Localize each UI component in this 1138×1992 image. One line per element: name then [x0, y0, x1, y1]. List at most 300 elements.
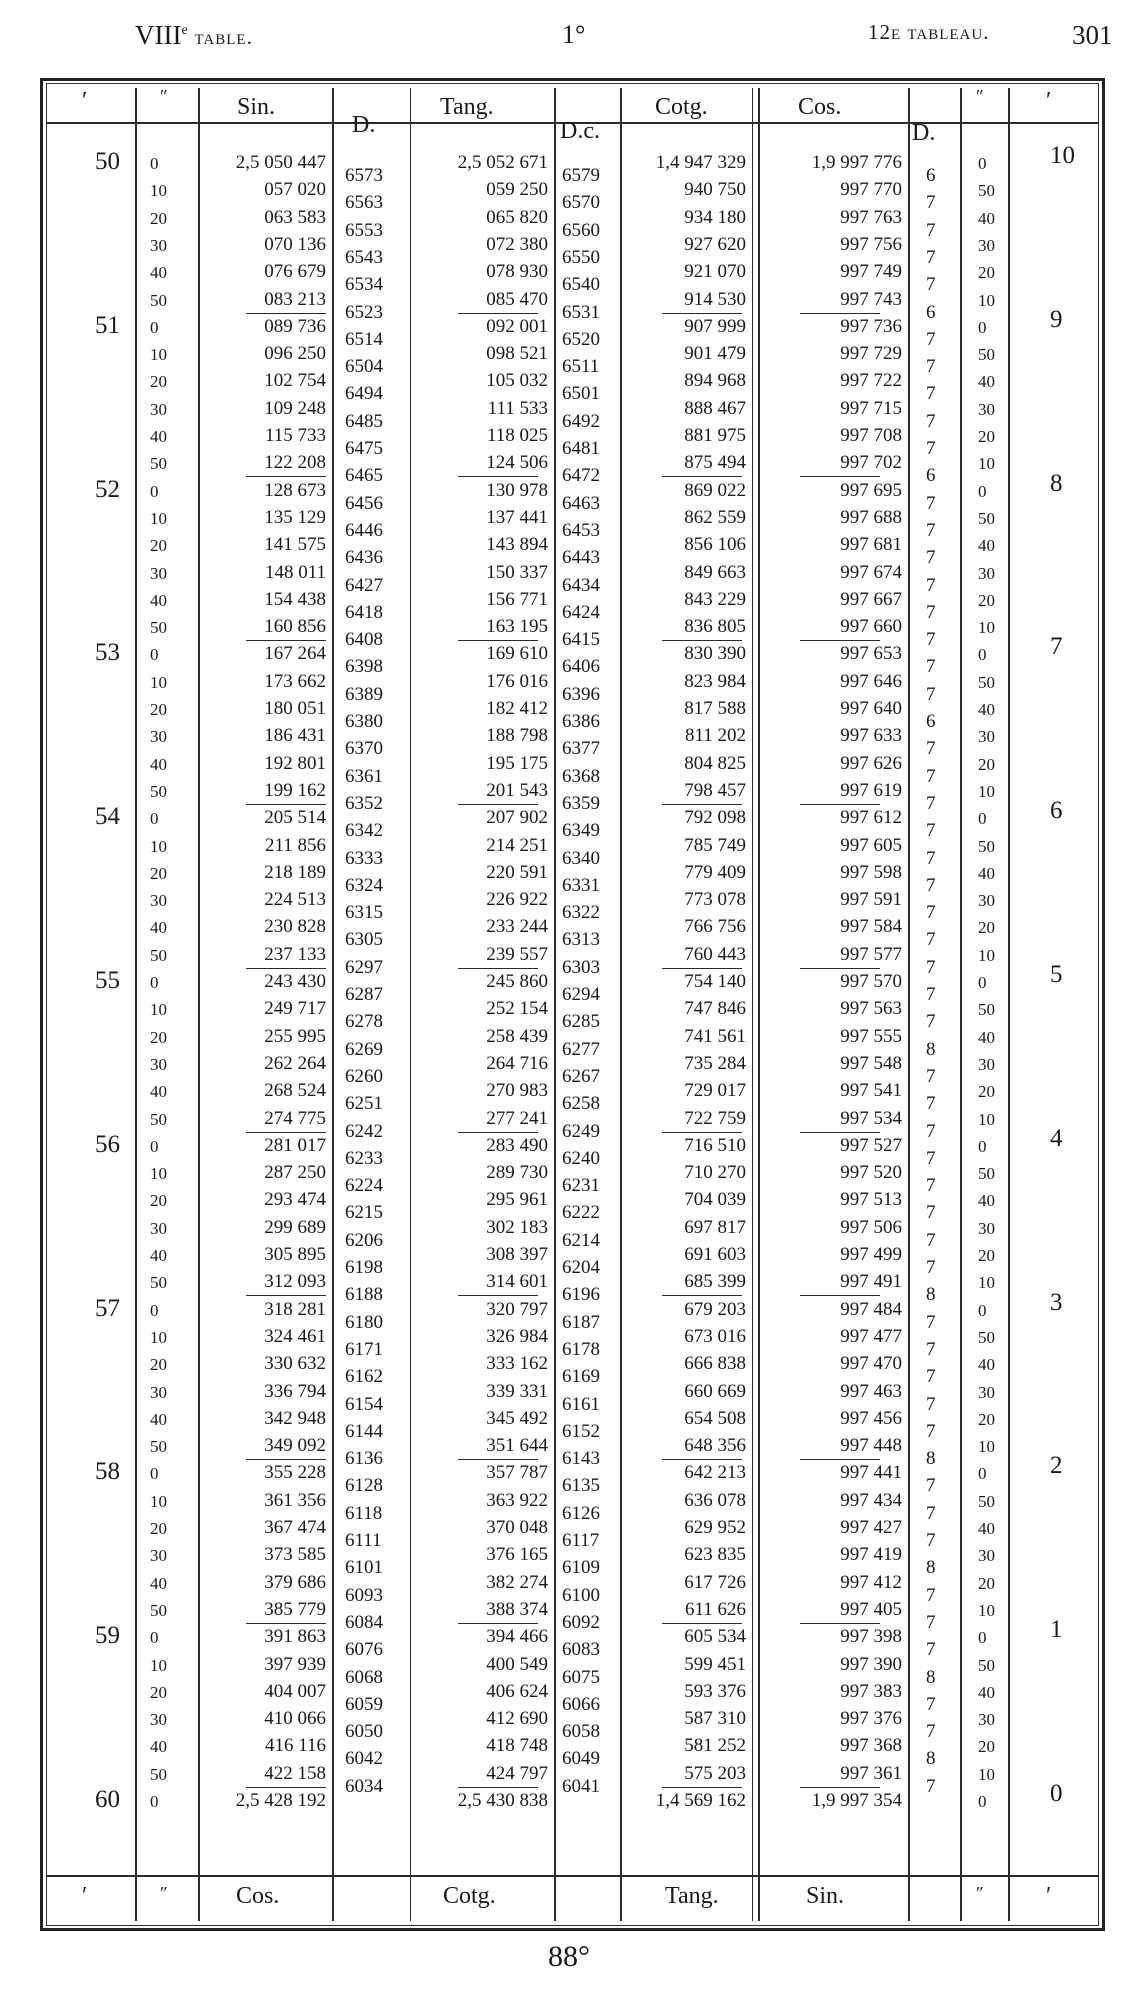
- cos-value: 997 368: [840, 1735, 902, 1757]
- cotg-value: 792 098: [684, 807, 746, 829]
- sin-value: 122 208: [264, 452, 326, 474]
- cotg-value: 804 825: [684, 752, 746, 774]
- tang-value: 220 591: [486, 861, 548, 883]
- tang-value: 376 165: [486, 1544, 548, 1566]
- d-tang-value: 6041: [562, 1775, 600, 1797]
- d-cos-value: 7: [926, 929, 936, 951]
- sin-value: 199 162: [264, 779, 326, 801]
- cotg-group-rule: [662, 1459, 742, 1460]
- d-sin-value: 6523: [345, 301, 383, 323]
- cotg-group-rule: [662, 476, 742, 477]
- cotg-group-rule: [662, 313, 742, 314]
- minute-left: 54: [95, 803, 120, 831]
- tang-value: 092 001: [486, 315, 548, 337]
- d-cos-value: 7: [926, 356, 936, 378]
- sin-value: 404 007: [264, 1680, 326, 1702]
- footer-minutes: ′: [82, 1883, 88, 1909]
- tang-value: 156 771: [486, 588, 548, 610]
- seconds-right: 0: [978, 809, 987, 829]
- seconds-left: 0: [150, 645, 159, 665]
- cotg-value: 679 203: [684, 1298, 746, 1320]
- cos-value: 997 619: [840, 779, 902, 801]
- tang-value: 059 250: [486, 179, 548, 201]
- d-tang-value: 6277: [562, 1038, 600, 1060]
- tang-value: 339 331: [486, 1380, 548, 1402]
- cos-value: 997 708: [840, 425, 902, 446]
- seconds-right: 0: [978, 481, 987, 501]
- tang-value: 150 337: [486, 561, 548, 583]
- sin-value: 2,5 050 447: [235, 152, 326, 173]
- d-tang-value: 6481: [562, 438, 600, 459]
- tang-group-rule: [458, 1295, 538, 1296]
- seconds-right: 0: [978, 1628, 987, 1648]
- d-sin-value: 6198: [345, 1257, 383, 1278]
- cos-value: 997 577: [840, 943, 902, 965]
- cos-value: 997 441: [840, 1462, 902, 1484]
- sin-value: 205 514: [264, 807, 326, 829]
- seconds-left: 40: [150, 427, 167, 446]
- d-tang-value: 6396: [562, 683, 600, 705]
- seconds-right: 0: [978, 154, 987, 173]
- cotg-value: 611 626: [684, 1598, 746, 1620]
- tang-value: 207 902: [486, 807, 548, 829]
- minute-right: 3: [1050, 1288, 1063, 1316]
- d-sin-value: 6128: [345, 1475, 383, 1497]
- d-cos-value: 7: [926, 328, 936, 350]
- tang-value: 130 978: [486, 479, 548, 501]
- seconds-left: 20: [150, 1682, 167, 1702]
- d-sin-value: 6269: [345, 1038, 383, 1060]
- seconds-left: 30: [150, 727, 167, 747]
- d-tang-value: 6231: [562, 1175, 600, 1197]
- tang-value: 424 797: [486, 1762, 548, 1784]
- cos-value: 997 427: [840, 1517, 902, 1538]
- d-tang-value: 6406: [562, 656, 600, 678]
- d-cos-value: 7: [926, 1065, 936, 1087]
- tang-value: 363 922: [486, 1489, 548, 1511]
- footer-tang: Tang.: [665, 1883, 719, 1909]
- sin-value: 361 356: [264, 1489, 326, 1511]
- d-tang-value: 6109: [562, 1557, 600, 1579]
- cos-value: 997 640: [840, 698, 902, 719]
- cotg-value: 817 588: [684, 698, 746, 719]
- cotg-group-rule: [662, 1295, 742, 1296]
- d-cos-value: 6: [926, 301, 936, 323]
- d-cos-value: 7: [926, 1175, 936, 1197]
- sin-value: 287 250: [264, 1162, 326, 1184]
- seconds-left: 50: [150, 290, 167, 310]
- d-tang-value: 6424: [562, 601, 600, 623]
- table-word: table.: [194, 25, 253, 49]
- d-sin-value: 6297: [345, 956, 383, 978]
- sin-value: 070 136: [264, 233, 326, 255]
- cos-value: 997 390: [840, 1653, 902, 1675]
- d-sin-value: 6260: [345, 1065, 383, 1087]
- d-sin-value: 6436: [345, 547, 383, 569]
- d-cos-value: 7: [926, 246, 936, 268]
- sin-value: 355 228: [264, 1462, 326, 1484]
- tang-value: 188 798: [486, 725, 548, 747]
- seconds-right: 30: [978, 1218, 995, 1238]
- tang-value: 400 549: [486, 1653, 548, 1675]
- d-tang-value: 6083: [562, 1639, 600, 1661]
- d-tang-value: 6453: [562, 519, 600, 541]
- seconds-right: 10: [978, 1437, 995, 1457]
- tang-value: 245 860: [486, 971, 548, 992]
- minute-left: 52: [95, 475, 120, 503]
- degree-heading: 1°: [562, 20, 586, 49]
- seconds-right: 40: [978, 1682, 995, 1702]
- d-cos-value: 7: [926, 765, 936, 787]
- sin-value: 2,5 428 192: [235, 1790, 326, 1811]
- seconds-right: 10: [978, 1109, 995, 1129]
- footer-cos: Cos.: [236, 1883, 280, 1909]
- d-tang-value: 6075: [562, 1666, 600, 1688]
- d-cos-value: 7: [926, 874, 936, 896]
- tang-value: 2,5 052 671: [457, 152, 548, 173]
- tang-value: 302 183: [486, 1216, 548, 1238]
- sin-value: 318 281: [264, 1298, 326, 1320]
- cos-value: 997 681: [840, 534, 902, 556]
- cos-value: 997 674: [840, 561, 902, 583]
- cotg-value: 760 443: [684, 943, 746, 965]
- d-tang-value: 6204: [562, 1257, 600, 1278]
- tang-value: 085 470: [486, 288, 548, 310]
- d-sin-value: 6305: [345, 929, 383, 951]
- table-label: [135, 20, 253, 51]
- minute-right: 9: [1050, 305, 1063, 333]
- d-tang-value: 6550: [562, 246, 600, 268]
- cotg-value: 888 467: [684, 397, 746, 419]
- header-seconds-right: ″: [976, 86, 984, 106]
- d-cos-value: 7: [926, 1366, 936, 1388]
- cos-value: 997 555: [840, 1025, 902, 1047]
- cotg-value: 907 999: [684, 315, 746, 337]
- tang-value: 388 374: [486, 1598, 548, 1620]
- tang-value: 270 983: [486, 1080, 548, 1102]
- tang-value: 182 412: [486, 698, 548, 719]
- cos-group-rule: [800, 968, 880, 969]
- seconds-right: 20: [978, 1246, 995, 1265]
- d-cos-value: 7: [926, 1611, 936, 1633]
- cos-value: 997 688: [840, 506, 902, 528]
- sin-group-rule: [246, 1132, 326, 1133]
- d-tang-value: 6214: [562, 1229, 600, 1251]
- tang-value: 295 961: [486, 1189, 548, 1211]
- sin-value: 385 779: [264, 1598, 326, 1620]
- seconds-right: 20: [978, 918, 995, 938]
- seconds-right: 40: [978, 536, 995, 556]
- tang-value: 111 533: [487, 397, 548, 419]
- sin-group-rule: [246, 1787, 326, 1788]
- d-cos-value: 8: [926, 1448, 936, 1470]
- seconds-left: 10: [150, 508, 167, 528]
- tang-value: 370 048: [486, 1517, 548, 1538]
- seconds-right: 50: [978, 345, 995, 365]
- d-tang-value: 6472: [562, 465, 600, 487]
- d-sin-value: 6514: [345, 328, 383, 350]
- d-cos-value: 8: [926, 1557, 936, 1579]
- d-tang-value: 6222: [562, 1202, 600, 1224]
- header-seconds: ″: [160, 86, 168, 106]
- sin-group-rule: [246, 313, 326, 314]
- d-sin-value: 6093: [345, 1584, 383, 1606]
- d-cos-value: 7: [926, 519, 936, 541]
- seconds-left: 0: [150, 154, 159, 173]
- d-tang-value: 6240: [562, 1147, 600, 1169]
- tang-value: 163 195: [486, 616, 548, 638]
- seconds-left: 40: [150, 754, 167, 774]
- cos-value: 997 763: [840, 206, 902, 228]
- d-tang-value: 6258: [562, 1093, 600, 1115]
- cotg-value: 823 984: [684, 670, 746, 692]
- seconds-left: 0: [150, 1136, 159, 1156]
- d-sin-value: 6553: [345, 219, 383, 241]
- cotg-value: 685 399: [684, 1271, 746, 1293]
- seconds-left: 50: [150, 1764, 167, 1784]
- d-cos-value: 7: [926, 1420, 936, 1442]
- tang-value: 233 244: [486, 916, 548, 938]
- cotg-value: 741 561: [684, 1025, 746, 1047]
- tableau-label: 12e tableau.: [868, 20, 990, 44]
- seconds-left: 20: [150, 372, 167, 392]
- d-tang-value: 6359: [562, 792, 600, 814]
- seconds-left: 40: [150, 263, 167, 283]
- cos-value: 997 570: [840, 971, 902, 992]
- seconds-left: 0: [150, 809, 159, 829]
- d-tang-value: 6169: [562, 1366, 600, 1388]
- seconds-right: 10: [978, 1273, 995, 1293]
- cotg-value: 704 039: [684, 1189, 746, 1211]
- cos-value: 997 736: [840, 315, 902, 337]
- seconds-right: 10: [978, 1764, 995, 1784]
- seconds-left: 10: [150, 181, 167, 201]
- seconds-right: 20: [978, 1737, 995, 1757]
- cos-value: 997 749: [840, 261, 902, 283]
- d-tang-value: 6443: [562, 547, 600, 569]
- sin-value: 243 430: [264, 971, 326, 992]
- footer-sin: Sin.: [806, 1883, 845, 1909]
- minute-left: 59: [95, 1622, 120, 1650]
- seconds-left: 20: [150, 1191, 167, 1211]
- seconds-left: 30: [150, 235, 167, 255]
- d-cos-value: 7: [926, 219, 936, 241]
- sin-value: 249 717: [264, 998, 326, 1020]
- cotg-value: 830 390: [684, 643, 746, 665]
- d-sin-value: 6111: [345, 1530, 382, 1551]
- seconds-left: 20: [150, 208, 167, 228]
- cotg-value: 875 494: [684, 452, 746, 474]
- d-tang-value: 6570: [562, 192, 600, 214]
- d-tang-value: 6303: [562, 956, 600, 978]
- d-sin-value: 6352: [345, 792, 383, 814]
- d-sin-value: 6342: [345, 820, 383, 842]
- cos-value: 997 412: [840, 1571, 902, 1593]
- tang-value: 412 690: [486, 1708, 548, 1730]
- seconds-right: 40: [978, 372, 995, 392]
- cotg-value: 710 270: [684, 1162, 746, 1184]
- cos-value: 997 477: [840, 1325, 902, 1347]
- seconds-left: 30: [150, 399, 167, 419]
- sin-value: 293 474: [264, 1189, 326, 1211]
- sin-value: 367 474: [264, 1517, 326, 1538]
- cotg-value: 934 180: [684, 206, 746, 228]
- seconds-left: 50: [150, 1600, 167, 1620]
- header-dc: D.c.: [560, 118, 600, 144]
- seconds-right: 40: [978, 1355, 995, 1375]
- tang-group-rule: [458, 476, 538, 477]
- tang-value: 394 466: [486, 1626, 548, 1648]
- footer-degree: 88°: [548, 1940, 590, 1973]
- tang-value: 345 492: [486, 1407, 548, 1429]
- tang-value: 195 175: [486, 752, 548, 774]
- seconds-right: 40: [978, 1191, 995, 1211]
- cos-value: 997 434: [840, 1489, 902, 1511]
- cos-value: 997 598: [840, 861, 902, 883]
- rule-tang: [554, 88, 556, 1921]
- d-tang-value: 6579: [562, 165, 600, 186]
- sin-value: 109 248: [264, 397, 326, 419]
- sin-value: 255 995: [264, 1025, 326, 1047]
- cos-value: 997 527: [840, 1134, 902, 1156]
- d-sin-value: 6118: [345, 1502, 383, 1524]
- cos-value: 997 398: [840, 1626, 902, 1648]
- cos-value: 997 376: [840, 1708, 902, 1730]
- tang-value: 239 557: [486, 943, 548, 965]
- d-cos-value: 7: [926, 956, 936, 978]
- d-sin-value: 6034: [345, 1775, 383, 1797]
- seconds-right: 30: [978, 399, 995, 419]
- cos-value: 1,9 997 354: [811, 1790, 902, 1811]
- sin-value: 076 679: [264, 261, 326, 283]
- d-sin-value: 6162: [345, 1366, 383, 1388]
- tang-value: 418 748: [486, 1735, 548, 1757]
- tang-value: 226 922: [486, 889, 548, 911]
- cos-value: 997 653: [840, 643, 902, 665]
- sin-value: 274 775: [264, 1107, 326, 1129]
- d-sin-value: 6233: [345, 1147, 383, 1169]
- seconds-right: 50: [978, 1491, 995, 1511]
- cos-group-rule: [800, 1132, 880, 1133]
- cos-value: 997 591: [840, 889, 902, 911]
- cos-value: 997 702: [840, 452, 902, 474]
- header-minutes: ′: [82, 88, 88, 114]
- cotg-value: 636 078: [684, 1489, 746, 1511]
- sin-group-rule: [246, 968, 326, 969]
- cotg-value: 856 106: [684, 534, 746, 556]
- cotg-value: 673 016: [684, 1325, 746, 1347]
- cotg-value: 691 603: [684, 1244, 746, 1265]
- cos-value: 997 534: [840, 1107, 902, 1129]
- cotg-value: 617 726: [684, 1571, 746, 1593]
- d-cos-value: 7: [926, 1475, 936, 1497]
- d-cos-value: 8: [926, 1284, 936, 1306]
- d-tang-value: 6492: [562, 410, 600, 432]
- tang-value: 137 441: [486, 506, 548, 528]
- d-tang-value: 6294: [562, 984, 600, 1005]
- d-cos-value: 7: [926, 1502, 936, 1524]
- d-sin-value: 6446: [345, 519, 383, 541]
- d-sin-value: 6485: [345, 410, 383, 432]
- cos-group-rule: [800, 313, 880, 314]
- cotg-value: 881 975: [684, 425, 746, 446]
- seconds-left: 20: [150, 863, 167, 883]
- d-sin-value: 6456: [345, 492, 383, 514]
- sin-group-rule: [246, 1623, 326, 1624]
- rule-seconds: [198, 88, 200, 1921]
- tang-value: 314 601: [486, 1271, 548, 1293]
- sin-value: 224 513: [264, 889, 326, 911]
- d-tang-value: 6117: [562, 1530, 600, 1551]
- d-cos-value: 7: [926, 738, 936, 760]
- tang-value: 326 984: [486, 1325, 548, 1347]
- d-tang-value: 6249: [562, 1120, 600, 1142]
- d-tang-value: 6100: [562, 1584, 600, 1606]
- seconds-left: 0: [150, 317, 159, 337]
- sin-value: 268 524: [264, 1080, 326, 1102]
- sin-value: 336 794: [264, 1380, 326, 1402]
- sin-value: 373 585: [264, 1544, 326, 1566]
- d-tang-value: 6322: [562, 902, 600, 924]
- minute-left: 56: [95, 1130, 120, 1158]
- d-tang-value: 6531: [562, 301, 600, 323]
- d-cos-value: 7: [926, 1229, 936, 1251]
- seconds-left: 50: [150, 1273, 167, 1293]
- sin-value: 262 264: [264, 1052, 326, 1074]
- sin-value: 410 066: [264, 1708, 326, 1730]
- cos-value: 997 470: [840, 1353, 902, 1375]
- seconds-right: 0: [978, 1464, 987, 1484]
- sin-value: 089 736: [264, 315, 326, 337]
- cotg-value: 1,4 569 162: [655, 1790, 746, 1811]
- sin-value: 083 213: [264, 288, 326, 310]
- seconds-right: 20: [978, 590, 995, 610]
- seconds-left: 50: [150, 618, 167, 638]
- d-sin-value: 6188: [345, 1284, 383, 1306]
- d-cos-value: 7: [926, 656, 936, 678]
- d-tang-value: 6463: [562, 492, 600, 514]
- seconds-right: 40: [978, 700, 995, 719]
- cos-value: 997 729: [840, 343, 902, 365]
- seconds-left: 10: [150, 1491, 167, 1511]
- cos-value: 997 612: [840, 807, 902, 829]
- seconds-right: 40: [978, 1519, 995, 1538]
- d-cos-value: 7: [926, 492, 936, 514]
- cos-value: 997 667: [840, 588, 902, 610]
- seconds-right: 20: [978, 427, 995, 446]
- cotg-value: 811 202: [684, 725, 746, 747]
- d-sin-value: 6504: [345, 356, 383, 378]
- cos-value: 997 626: [840, 752, 902, 774]
- d-cos-value: 7: [926, 984, 936, 1005]
- cotg-value: 729 017: [684, 1080, 746, 1102]
- sin-value: 102 754: [264, 370, 326, 392]
- sin-value: 324 461: [264, 1325, 326, 1347]
- seconds-left: 30: [150, 563, 167, 583]
- cotg-group-rule: [662, 640, 742, 641]
- d-sin-value: 6242: [345, 1120, 383, 1142]
- d-sin-value: 6315: [345, 902, 383, 924]
- cotg-value: 654 508: [684, 1407, 746, 1429]
- tang-group-rule: [458, 1459, 538, 1460]
- d-sin-value: 6534: [345, 274, 383, 296]
- rule-sin: [332, 88, 334, 1921]
- sin-value: 057 020: [264, 179, 326, 201]
- sin-group-rule: [246, 476, 326, 477]
- cos-group-rule: [800, 1459, 880, 1460]
- sin-value: 141 575: [264, 534, 326, 556]
- cos-value: 997 491: [840, 1271, 902, 1293]
